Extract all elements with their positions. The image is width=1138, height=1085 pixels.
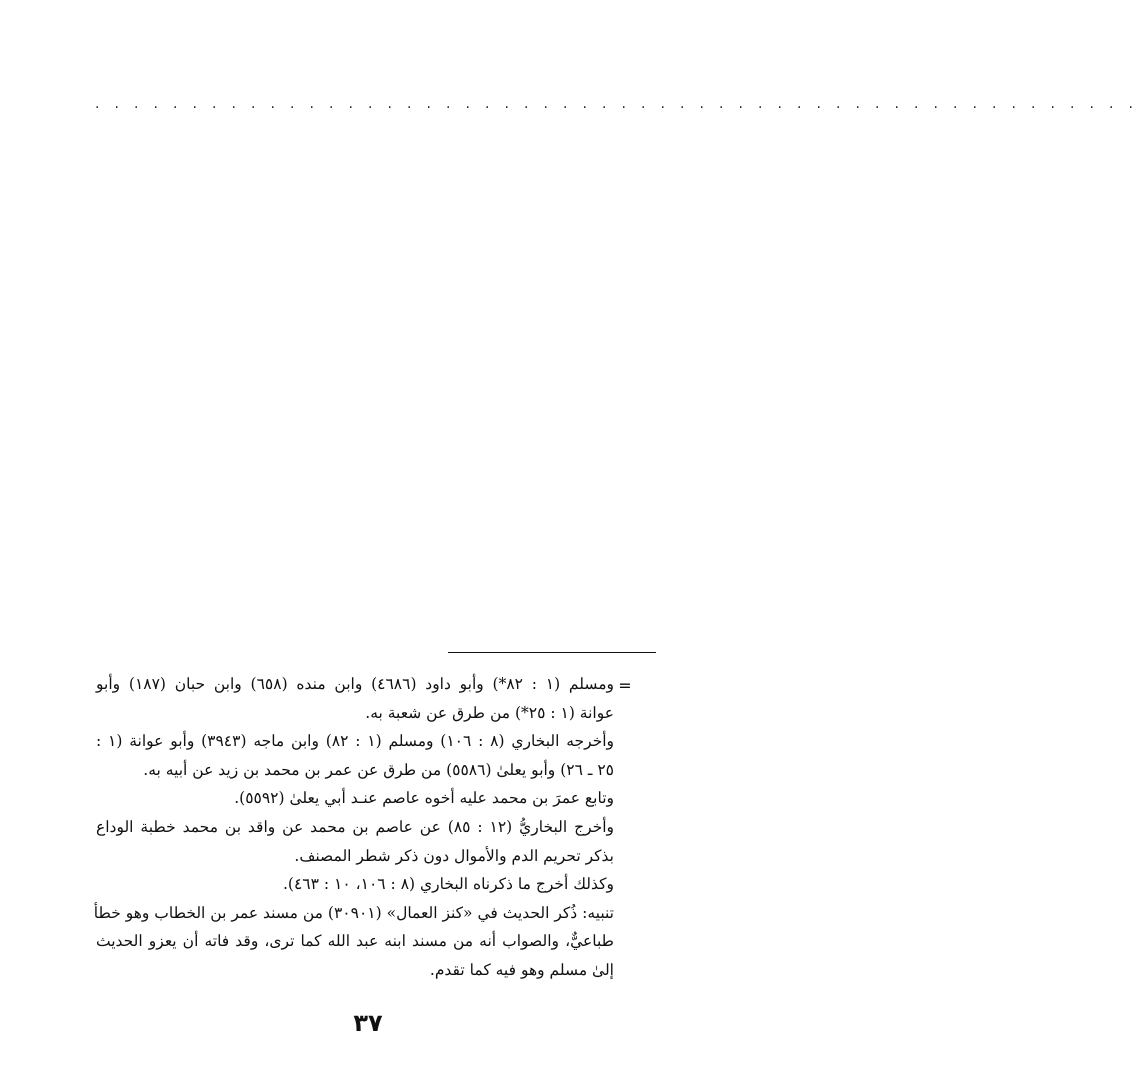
footnote-line: بذكر تحريم الدم والأموال دون ذكر شطر المصنف. bbox=[294, 846, 614, 865]
continuation-mark: = bbox=[618, 676, 632, 695]
footnote-line: تنبيه: ذُكر الحديث في «كنز العمال» (٣٠٩٠١) من مسند عمر بن الخطاب وهو خطأ bbox=[93, 903, 614, 922]
page-number: ٣٧ bbox=[353, 1009, 383, 1037]
footnote-line: طباعيٌّ، والصواب أنه من مسند ابنه عبد الله كما ترى، وقد فاته أن يعزو الحديث bbox=[96, 932, 614, 951]
footnote-line: عوانة (١ : ٢٥*) من طرق عن شعبة به. bbox=[365, 703, 614, 722]
footnote-line: وأخرج البخاريُّ (١٢ : ٨٥) عن عاصم بن محمد عن واقد بن محمد خطبة الوداع bbox=[96, 817, 615, 836]
footnote-line: ومسلم (١ : ٨٢*) وأبو داود (٤٦٨٦) وابن منده (٦٥٨) وابن حبان (١٨٧) وأبو bbox=[96, 675, 614, 693]
footnote-line: ٢٥ ـ ٢٦) وأبو يعلىٰ (٥٥٨٦) من طرق عن عمر بن محمد بن زيد عن أبيه به. bbox=[143, 760, 614, 779]
footnote-line: وتابع عمرَ بن محمد عليه أخوه عاصم عنـد أبي يعلىٰ (٥٥٩٢). bbox=[234, 789, 614, 808]
dotted-separator: . . . . . . . . . . . . . . . . . . . . . . . . . . . . . . . . . . . . . . . . . . . . . . . . . . . . . . bbox=[95, 96, 1138, 112]
footnote-rule bbox=[448, 652, 656, 653]
footnote-line: وأخرجه البخاري (٨ : ١٠٦) ومسلم (١ : ٨٢) وابن ماجه (٣٩٤٣) وأبو عوانة (١ : bbox=[96, 732, 615, 751]
footnote-line: وكذلك أخرج ما ذكرناه البخاري (٨ : ١٠٦، ١٠ : ٤٦٣). bbox=[282, 875, 614, 894]
footnote-line: إلىٰ مسلم وهو فيه كما تقدم. bbox=[429, 960, 614, 979]
footnotes-block bbox=[93, 670, 615, 985]
